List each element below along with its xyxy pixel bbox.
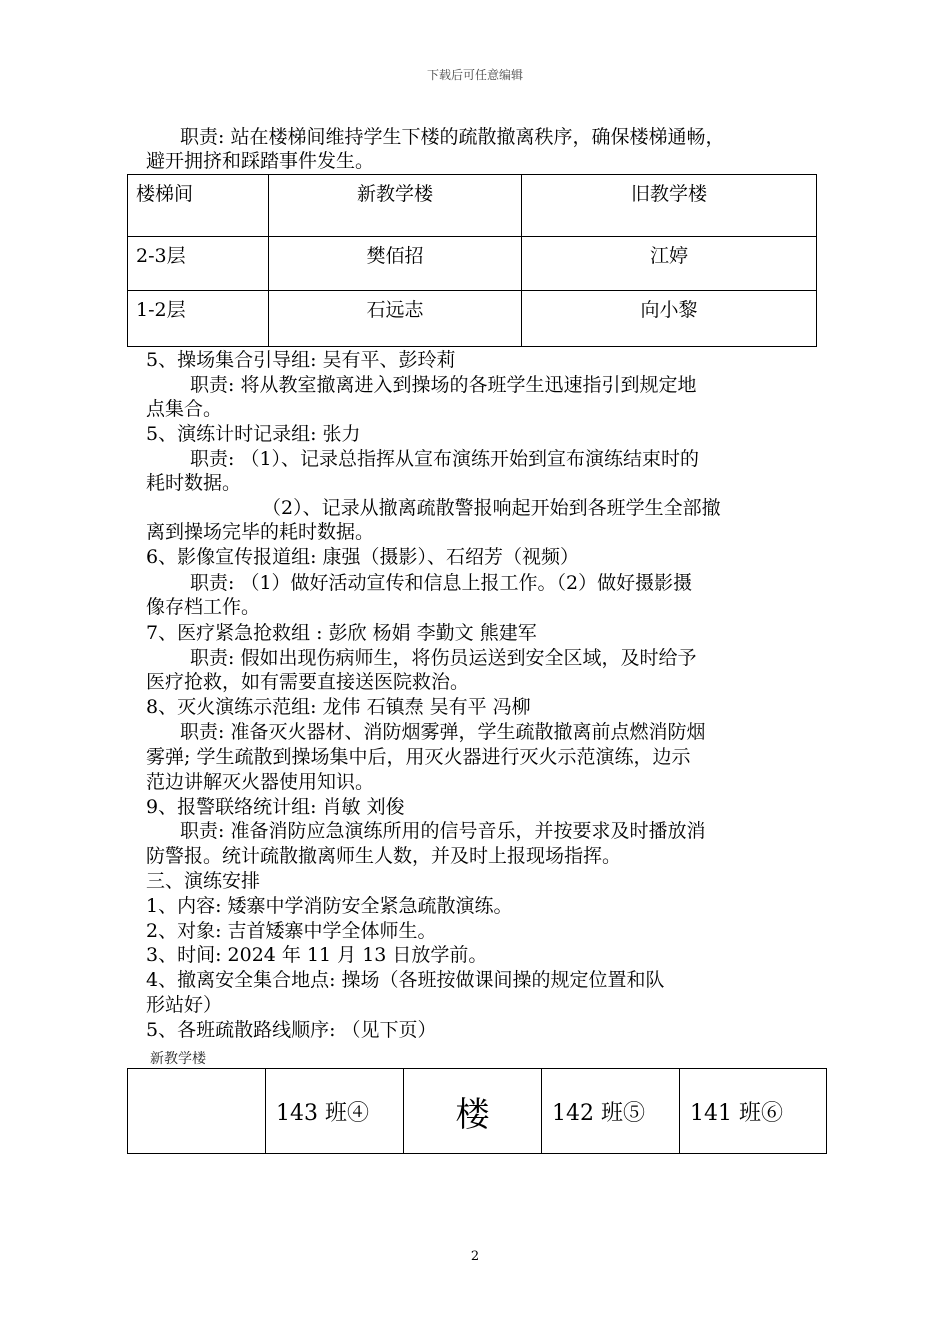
section-heading: 9、报警联络统计组: 肖敏 刘俊 xyxy=(146,796,405,818)
body-line: 点集合。 xyxy=(146,398,223,420)
intro-line-2: 避开拥挤和踩踏事件发生。 xyxy=(146,150,375,172)
section-heading: 7、医疗紧急抢救组 : 彭欣 杨娟 李勤文 熊建军 xyxy=(146,622,537,644)
section-heading: 三、演练安排 xyxy=(146,870,261,892)
body-line: 职责: （1）做好活动宣传和信息上报工作。（2）做好摄影摄 xyxy=(190,572,693,594)
section-heading: 5、操场集合引导组: 吴有平、彭玲莉 xyxy=(146,349,456,371)
body-line: 职责: 准备灭火器材、消防烟雾弹，学生疏散撤离前点燃消防烟 xyxy=(180,721,706,743)
table-header-cell: 楼梯间 xyxy=(128,175,269,237)
table-row xyxy=(128,1069,827,1154)
section-heading: 6、影像宣传报道组: 康强（摄影）、石绍芳（视频） xyxy=(146,546,580,568)
building-layout-table xyxy=(127,1068,827,1154)
table-cell: 2-3层 xyxy=(128,237,269,291)
building-label: 新教学楼 xyxy=(150,1051,206,1067)
stairwell-table xyxy=(127,174,817,347)
body-line: 4、撤离安全集合地点: 操场（各班按做课间操的规定位置和队 xyxy=(146,969,665,991)
body-line: 职责: 将从教室撤离进入到操场的各班学生迅速指引到规定地 xyxy=(190,374,697,396)
body-line: 范边讲解灭火器使用知识。 xyxy=(146,771,375,793)
body-line: 医疗抢救，如有需要直接送医院救治。 xyxy=(146,671,470,693)
building-cell xyxy=(128,1069,266,1154)
building-cell: 楼 xyxy=(404,1069,542,1154)
body-line: 1、内容: 矮寨中学消防安全紧急疏散演练。 xyxy=(146,895,513,917)
body-line: 职责: （1）、记录总指挥从宣布演练开始到宣布演练结束时的 xyxy=(190,448,700,470)
table-header-cell: 新教学楼 xyxy=(269,175,522,237)
table-cell: 江婷 xyxy=(522,237,817,291)
body-line: 离到操场完毕的耗时数据。 xyxy=(146,521,375,543)
table-cell: 1-2层 xyxy=(128,291,269,347)
table-header-cell: 旧教学楼 xyxy=(522,175,817,237)
body-line: 2、对象: 吉首矮寨中学全体师生。 xyxy=(146,920,437,942)
section-heading: 8、灭火演练示范组: 龙伟 石镇焘 吴有平 冯柳 xyxy=(146,696,531,718)
building-cell: 142 班⑤ xyxy=(542,1069,680,1154)
body-line: 雾弹; 学生疏散到操场集中后，用灭火器进行灭火示范演练，边示 xyxy=(146,746,691,768)
table-row xyxy=(128,291,817,347)
page-number: 2 xyxy=(470,1249,480,1264)
intro-line-1: 职责: 站在楼梯间维持学生下楼的疏散撤离秩序，确保楼梯通畅， xyxy=(180,126,725,148)
table-cell: 向小黎 xyxy=(522,291,817,347)
body-line: 像存档工作。 xyxy=(146,596,261,618)
body-line: 3、时间: 2024 年 11 月 13 日放学前。 xyxy=(146,944,488,966)
body-line: 防警报。统计疏散撤离师生人数，并及时上报现场指挥。 xyxy=(146,845,622,867)
page-header: 下载后可任意编辑 xyxy=(426,68,523,82)
table-header-row xyxy=(128,175,817,237)
building-cell: 143 班④ xyxy=(266,1069,404,1154)
body-line: 形站好） xyxy=(146,994,223,1016)
body-line: 5、各班疏散路线顺序: （见下页） xyxy=(146,1019,437,1041)
body-line: （2）、记录从撤离疏散警报响起开始到各班学生全部撤 xyxy=(262,497,721,519)
table-cell: 樊佰招 xyxy=(269,237,522,291)
body-line: 耗时数据。 xyxy=(146,472,242,494)
section-heading: 5、演练计时记录组: 张力 xyxy=(146,423,361,445)
body-line: 职责: 准备消防应急演练所用的信号音乐，并按要求及时播放消 xyxy=(180,820,706,842)
building-cell: 141 班⑥ xyxy=(680,1069,827,1154)
table-cell: 石远志 xyxy=(269,291,522,347)
body-line: 职责: 假如出现伤病师生，将伤员运送到安全区域，及时给予 xyxy=(190,647,697,669)
table-row xyxy=(128,237,817,291)
